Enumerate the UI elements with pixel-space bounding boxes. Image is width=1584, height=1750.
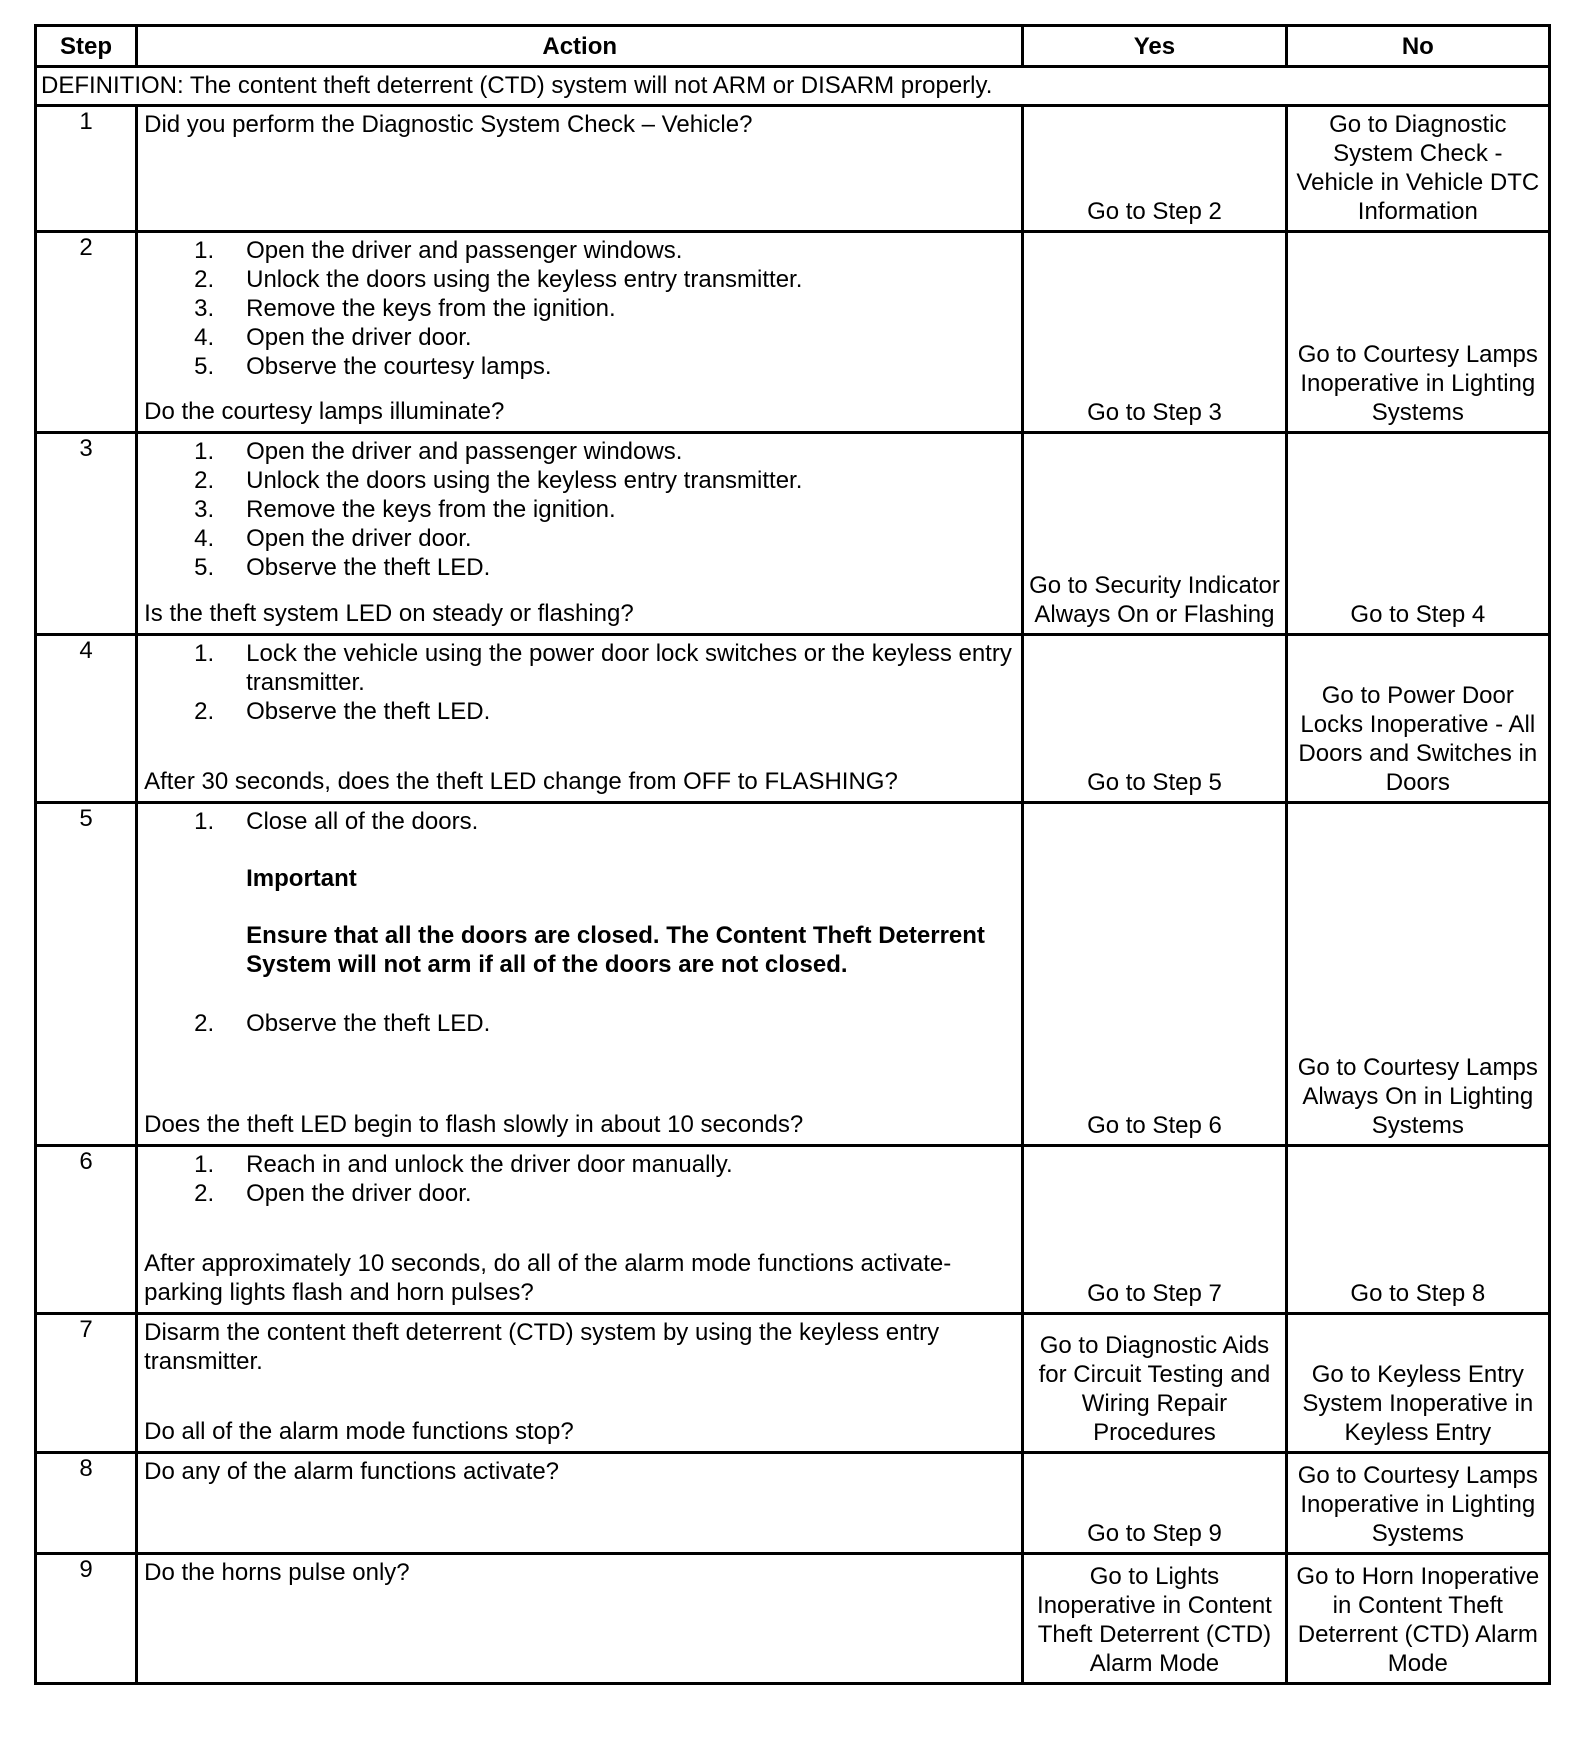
list-item: 5. Observe the courtesy lamps.: [194, 353, 552, 380]
yes-cell: [1023, 106, 1286, 232]
header-step: Step: [36, 26, 137, 67]
step-number: 8: [36, 1453, 137, 1554]
no-text: Go to Power Door Locks Inoperative - All Doors and Switches in Doors: [1298, 682, 1538, 796]
action-cell: [137, 635, 1023, 803]
no-text: Go to Courtesy Lamps Always On in Lighting Systems: [1297, 1054, 1538, 1139]
list-item: 3. Remove the keys from the ignition.: [194, 295, 616, 322]
step-number: 6: [36, 1146, 137, 1314]
important-label: Important: [246, 865, 357, 892]
important-text: Ensure that all the doors are closed. The Content Theft Deterrent System will not arm if all of the doors are not closed.: [246, 922, 985, 978]
list-item: 2. Observe the theft LED.: [194, 1010, 491, 1037]
yes-text: Go to Step 3: [1087, 399, 1222, 426]
no-cell: [1286, 1146, 1549, 1314]
list-item: 5. Observe the theft LED.: [194, 554, 491, 581]
table-row: [36, 106, 1550, 232]
step-number: 3: [36, 433, 137, 635]
action-cell: [137, 1453, 1023, 1554]
question-text: Do the horns pulse only?: [144, 1559, 410, 1586]
definition-text: DEFINITION: The content theft deterrent (CTD) system will not ARM or DISARM properly.: [36, 67, 1550, 106]
question-text: Do the courtesy lamps illuminate?: [144, 398, 505, 425]
no-text: Go to Horn Inoperative in Content Theft Deterrent (CTD) Alarm Mode: [1296, 1563, 1540, 1677]
list-item: 4. Open the driver door.: [194, 525, 472, 552]
step-number: 5: [36, 803, 137, 1146]
list-item: 1. Lock the vehicle using the power door lock switches or the keyless entry transmitter.: [194, 640, 1012, 696]
header-row: [36, 26, 1550, 67]
yes-cell: [1023, 1453, 1286, 1554]
list-item: 3. Remove the keys from the ignition.: [194, 496, 616, 523]
no-cell: [1286, 1314, 1549, 1453]
action-steps-list: [144, 236, 1015, 381]
table-row: [36, 1146, 1550, 1314]
table-row: [36, 1453, 1550, 1554]
question-text: Is the theft system LED on steady or flashing?: [144, 600, 634, 627]
yes-cell: [1023, 1554, 1286, 1684]
yes-text: Go to Step 2: [1087, 198, 1222, 225]
header-yes: Yes: [1023, 26, 1286, 67]
yes-cell: [1023, 1146, 1286, 1314]
no-text: Go to Step 8: [1350, 1280, 1486, 1307]
list-item: 4. Open the driver door.: [194, 324, 472, 351]
action-steps-list: [144, 437, 1015, 582]
list-item: 1. Reach in and unlock the driver door manually.: [194, 1151, 733, 1178]
step-number: 7: [36, 1314, 137, 1453]
list-item: 1. Close all of the doors.: [194, 808, 479, 835]
question-text: Did you perform the Diagnostic System Check – Vehicle?: [144, 111, 753, 138]
no-text: Go to Courtesy Lamps Inoperative in Lighting Systems: [1297, 341, 1538, 426]
diagnostic-table: [34, 24, 1551, 1685]
yes-cell: [1023, 803, 1286, 1146]
header-no: No: [1286, 26, 1549, 67]
question-text: Do all of the alarm mode functions stop?: [144, 1418, 574, 1445]
step-number: 4: [36, 635, 137, 803]
list-item: 1. Open the driver and passenger windows.: [194, 438, 683, 465]
no-text: Go to Diagnostic System Check - Vehicle in Vehicle DTC Information: [1296, 111, 1540, 225]
action-steps-list: [144, 1150, 1015, 1208]
list-item: 2. Open the driver door.: [194, 1180, 472, 1207]
no-cell: [1286, 1453, 1549, 1554]
list-item: 2. Unlock the doors using the keyless entry transmitter.: [194, 266, 803, 293]
action-steps-list: [144, 807, 1015, 836]
yes-text: Go to Step 5: [1087, 769, 1222, 796]
table-row: [36, 803, 1550, 1146]
question-text: After approximately 10 seconds, do all of the alarm mode functions activate-parking lights flash and horn pulses?: [144, 1250, 952, 1306]
question-text: After 30 seconds, does the theft LED change from OFF to FLASHING?: [144, 768, 898, 795]
yes-text: Go to Step 7: [1087, 1280, 1222, 1307]
table-row: [36, 232, 1550, 433]
instruction-text: Disarm the content theft deterrent (CTD) system by using the keyless entry transmitter.: [144, 1319, 940, 1375]
no-cell: [1286, 433, 1549, 635]
no-cell: [1286, 232, 1549, 433]
action-cell: [137, 106, 1023, 232]
no-text: Go to Step 4: [1350, 601, 1486, 628]
yes-text: Go to Diagnostic Aids for Circuit Testing and Wiring Repair Procedures: [1038, 1332, 1271, 1446]
table-row: [36, 635, 1550, 803]
yes-text: Go to Security Indicator Always On or Flashing: [1029, 572, 1280, 628]
no-cell: [1286, 106, 1549, 232]
no-cell: [1286, 803, 1549, 1146]
yes-cell: [1023, 433, 1286, 635]
list-item: 2. Observe the theft LED.: [194, 698, 491, 725]
table-row: [36, 1554, 1550, 1684]
yes-cell: [1023, 232, 1286, 433]
yes-text: Go to Step 9: [1087, 1520, 1222, 1547]
action-cell: [137, 1146, 1023, 1314]
no-text: Go to Keyless Entry System Inoperative in Keyless Entry: [1302, 1361, 1534, 1446]
action-steps-list: [144, 1009, 1015, 1038]
yes-cell: [1023, 635, 1286, 803]
action-cell: [137, 803, 1023, 1146]
yes-text: Go to Step 6: [1087, 1112, 1222, 1139]
question-text: Does the theft LED begin to flash slowly in about 10 seconds?: [144, 1111, 804, 1138]
action-cell: [137, 433, 1023, 635]
header-action: Action: [137, 26, 1023, 67]
no-cell: [1286, 635, 1549, 803]
no-cell: [1286, 1554, 1549, 1684]
list-item: 2. Unlock the doors using the keyless entry transmitter.: [194, 467, 803, 494]
yes-cell: [1023, 1314, 1286, 1453]
table-row: [36, 1314, 1550, 1453]
action-cell: [137, 232, 1023, 433]
action-cell: [137, 1554, 1023, 1684]
yes-text: Go to Lights Inoperative in Content Theft Deterrent (CTD) Alarm Mode: [1037, 1563, 1272, 1677]
step-number: 1: [36, 106, 137, 232]
list-item: 1. Open the driver and passenger windows.: [194, 237, 683, 264]
no-text: Go to Courtesy Lamps Inoperative in Lighting Systems: [1297, 1462, 1538, 1547]
table-row: [36, 433, 1550, 635]
action-cell: [137, 1314, 1023, 1453]
step-number: 2: [36, 232, 137, 433]
definition-row: [36, 67, 1550, 106]
step-number: 9: [36, 1554, 137, 1684]
action-steps-list: [144, 639, 1015, 726]
question-text: Do any of the alarm functions activate?: [144, 1458, 560, 1485]
